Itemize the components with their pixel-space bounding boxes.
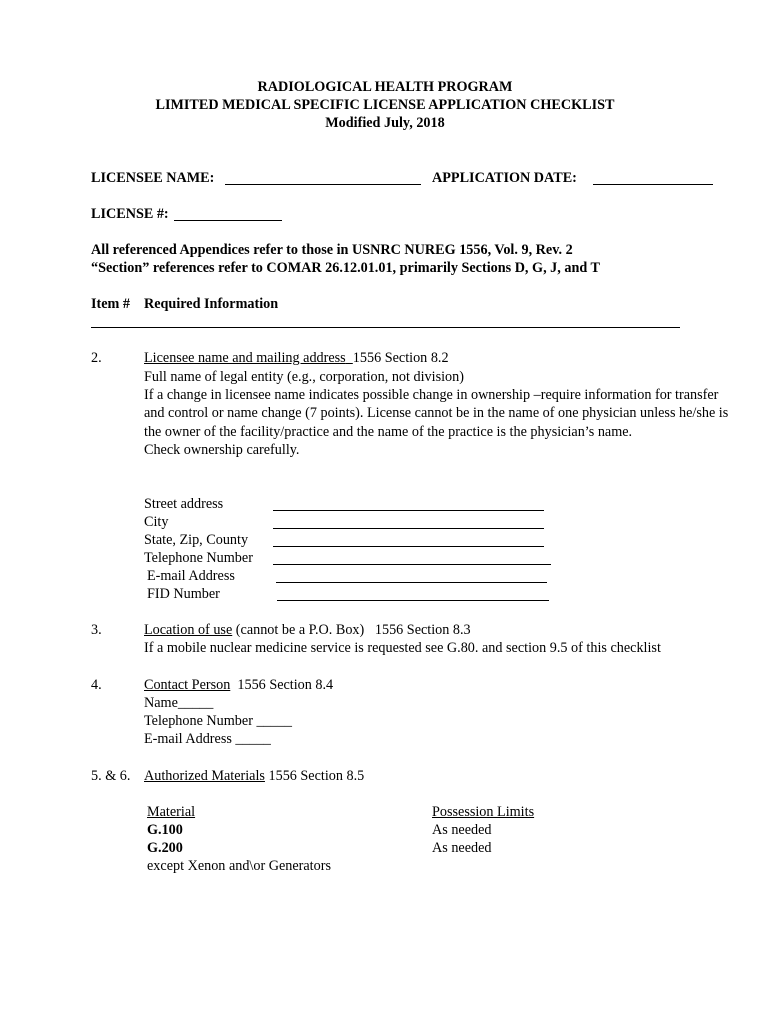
city-label: City: [144, 514, 169, 530]
header-title: RADIOLOGICAL HEALTH PROGRAM: [257, 79, 513, 95]
item-3-description: If a mobile nuclear medicine service is requested see G.80. and section 9.5 of this checklist: [144, 640, 661, 656]
header-divider: [91, 327, 680, 328]
licensee-name-label: LICENSEE NAME:: [91, 170, 215, 186]
street-address-field[interactable]: [273, 510, 544, 511]
item-5-6-reference: 1556 Section 8.5: [268, 768, 365, 784]
header-subtitle: LIMITED MEDICAL SPECIFIC LICENSE APPLICATION CHECKLIST: [155, 97, 615, 113]
city-field[interactable]: [273, 528, 544, 529]
fid-number-field[interactable]: [277, 600, 549, 601]
item-number-header: Item #: [91, 296, 131, 312]
item-2-heading: [144, 350, 449, 367]
header-modified-date: Modified July, 2018: [325, 115, 445, 131]
state-zip-county-field[interactable]: [273, 546, 544, 547]
email-address-label: E-mail Address: [147, 568, 235, 584]
item-4-title: Contact Person: [144, 677, 231, 693]
item-4-number: 4.: [91, 677, 102, 693]
telephone-number-field[interactable]: [273, 564, 551, 565]
application-date-field[interactable]: [593, 184, 713, 185]
license-number-label: LICENSE #:: [91, 206, 169, 222]
item-2-description: Full name of legal entity (e.g., corporation, not division) If a change in licensee name indicates possible change in ownership –require information for transfer and control or name change (7 points). License cannot be in the name of one physician unless he/she is the owner of the facility/practice and the name of the practice is the physician’s name. Check ownership carefully.: [144, 369, 729, 458]
item-3-suffix: (cannot be a P.O. Box) 1556 Section 8.3: [235, 622, 471, 638]
limit-g100: As needed: [432, 822, 492, 838]
section-reference-note: “Section” references refer to COMAR 26.12.01.01, primarily Sections D, G, J, and T: [91, 260, 600, 276]
item-5-6-heading: [144, 768, 364, 785]
item-2-number: 2.: [91, 350, 102, 366]
limit-g200: As needed: [432, 840, 492, 856]
telephone-number-label: Telephone Number: [144, 550, 253, 566]
material-exception-note: except Xenon and\or Generators: [147, 858, 331, 874]
item-4-reference: 1556 Section 8.4: [237, 677, 334, 693]
email-address-field[interactable]: [276, 582, 547, 583]
licensee-name-field[interactable]: [225, 184, 421, 185]
possession-limits-column-header: Possession Limits: [432, 804, 535, 820]
fid-number-label: FID Number: [147, 586, 220, 602]
license-number-field[interactable]: [174, 220, 282, 221]
item-5-6-title: Authorized Materials: [144, 768, 265, 784]
item-2-title-gap: [346, 350, 353, 366]
application-date-label: APPLICATION DATE:: [432, 170, 577, 186]
material-g100: G.100: [147, 822, 183, 838]
item-5-6-number: 5. & 6.: [91, 768, 131, 784]
contact-email-line: E-mail Address _____: [144, 731, 271, 747]
item-3-heading: [144, 622, 471, 639]
material-column-header: Material: [147, 804, 196, 820]
item-2-title: Licensee name and mailing address: [144, 350, 346, 366]
material-g200: G.200: [147, 840, 183, 856]
item-4-heading: [144, 677, 333, 694]
appendices-note: All referenced Appendices refer to those in USNRC NUREG 1556, Vol. 9, Rev. 2: [91, 242, 573, 258]
required-info-header: Required Information: [144, 296, 279, 312]
item-3-number: 3.: [91, 622, 102, 638]
street-address-label: Street address: [144, 496, 224, 512]
contact-name-line: Name_____: [144, 695, 214, 711]
item-3-title: Location of use: [144, 622, 233, 638]
state-zip-county-label: State, Zip, County: [144, 532, 249, 548]
contact-telephone-line: Telephone Number _____: [144, 713, 292, 729]
item-2-reference: 1556 Section 8.2: [352, 350, 449, 366]
